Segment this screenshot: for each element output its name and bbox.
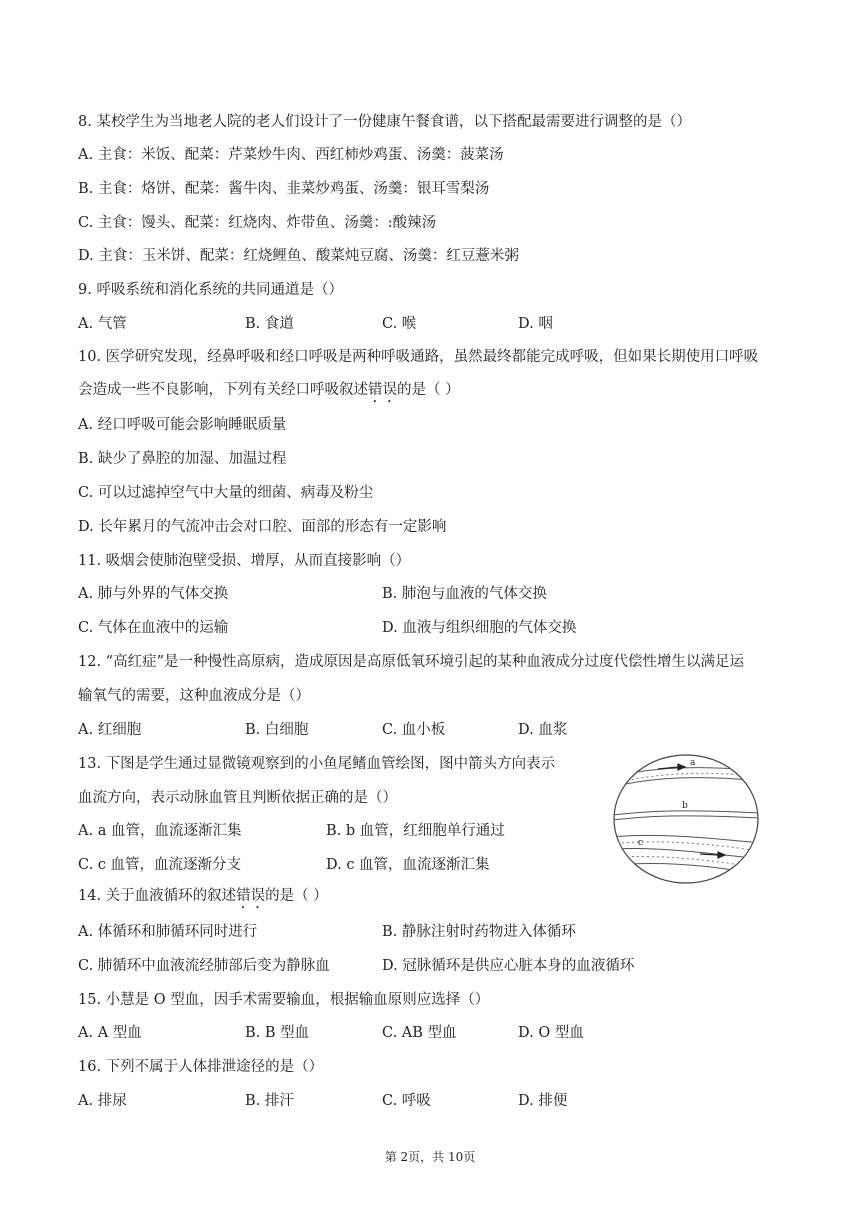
q14-option-b: B. 静脉注射时药物进入体循环: [382, 924, 576, 940]
q11-option-a: A. 肺与外界的气体交换: [78, 586, 229, 602]
q13-option-a: A. a 血管，血流逐渐汇集: [78, 823, 242, 839]
q11-option-d: D. 血液与组织细胞的气体交换: [382, 620, 577, 636]
q15-option-c: C. AB 型血: [382, 1025, 457, 1041]
q8-option-b: B. 主食：烙饼、配菜：酱牛肉、韭菜炒鸡蛋、汤羹：银耳雪梨汤: [78, 181, 490, 197]
q9-option-a: A. 气管: [78, 316, 127, 332]
q16-option-c: C. 呼吸: [382, 1093, 431, 1109]
q12-stem-line2: 输氧气的需要，这种血液成分是（）: [78, 688, 310, 704]
q11-stem: 11. 吸烟会使肺泡壁受损、增厚，从而直接影响（）: [78, 553, 411, 569]
q11-option-b: B. 肺泡与血液的气体交换: [382, 586, 547, 602]
q14-emphasis: 错误: [236, 888, 266, 904]
q13-option-b: B. b 血管，红细胞单行通过: [326, 823, 505, 839]
q15-option-b: B. B 型血: [245, 1025, 310, 1041]
blood-vessel-microscope-figure: [612, 753, 760, 885]
q9-option-b: B. 食道: [245, 316, 294, 332]
q16-option-a: A. 排尿: [78, 1093, 127, 1109]
q9-stem: 9. 呼吸系统和消化系统的共同通道是（）: [78, 282, 343, 298]
q14-option-a: A. 体循环和肺循环同时进行: [78, 924, 258, 940]
q10-stem-line1: 10. 医学研究发现，经鼻呼吸和经口呼吸是两种呼吸通路，虽然最终都能完成呼吸，但如果长期使用口呼吸: [78, 349, 759, 365]
q14-option-c: C. 肺循环中血液流经肺部后变为静脉血: [78, 958, 330, 974]
q8-option-d: D. 主食：玉米饼、配菜：红烧鲤鱼、酸菜炖豆腐、汤羹：红豆薏米粥: [78, 248, 519, 264]
page-number-footer: 第 2页，共 10页: [384, 1150, 476, 1164]
q10-stem-bracket: 的是（ ）: [397, 382, 460, 398]
q9-option-c: C. 喉: [382, 316, 417, 332]
q15-stem: 15. 小慧是 O 型血，因手术需要输血，根据输血原则应选择（）: [78, 992, 490, 1008]
q8-option-a: A. 主食：米饭、配菜：芹菜炒牛肉、西红柿炒鸡蛋、汤羹：菠菜汤: [78, 147, 504, 163]
q10-emphasis: 错误: [368, 382, 397, 398]
q15-option-a: A. A 型血: [78, 1025, 142, 1041]
q10-option-b: B. 缺少了鼻腔的加湿、加温过程: [78, 451, 287, 467]
q12-option-d: D. 血浆: [518, 722, 568, 738]
q12-option-b: B. 白细胞: [245, 722, 309, 738]
q11-option-c: C. 气体在血液中的运输: [78, 620, 229, 636]
q12-option-c: C. 血小板: [382, 722, 446, 738]
vessel-label-b: b: [682, 801, 688, 811]
q13-option-c: C. c 血管，血流逐渐分支: [78, 857, 242, 873]
q16-option-d: D. 排便: [518, 1093, 568, 1109]
q8-option-c: C. 主食：馒头、配菜：红烧肉、炸带鱼、汤羹：:酸辣汤: [78, 215, 437, 231]
q10-stem-text: 会造成一些不良影响，下列有关经口呼吸叙述: [78, 382, 368, 398]
q9-option-d: D. 咽: [518, 316, 553, 332]
q15-option-d: D. O 型血: [518, 1025, 584, 1041]
q16-stem: 16. 下列不属于人体排泄途径的是（）: [78, 1059, 324, 1075]
vessel-label-c: c: [638, 838, 644, 848]
q13-stem-line2: 血流方向，表示动脉血管且判断依据正确的是（）: [78, 790, 397, 806]
q12-option-a: A. 红细胞: [78, 722, 142, 738]
q13-stem-line1: 13. 下图是学生通过显微镜观察到的小鱼尾鳍血管绘图，图中箭头方向表示: [78, 756, 556, 772]
q14-option-d: D. 冠脉循环是供应心脏本身的血液循环: [382, 958, 635, 974]
q10-option-c: C. 可以过滤掉空气中大量的细菌、病毒及粉尘: [78, 485, 374, 501]
q12-stem-line1: 12. “高红症”是一种慢性高原病，造成原因是高原低氧环境引起的某种血液成分过度代偿性增生以满足运: [78, 654, 744, 670]
q13-option-d: D. c 血管，血流逐渐汇集: [326, 857, 490, 873]
q14-stem: [78, 886, 328, 912]
q16-option-b: B. 排汗: [245, 1093, 294, 1109]
q14-stem-text: 14. 关于血液循环的叙述: [78, 888, 237, 904]
q8-stem: 8. 某校学生为当地老人院的老人们设计了一份健康午餐食谱，以下搭配最需要进行调整的是（）: [78, 114, 691, 130]
q10-option-d: D. 长年累月的气流冲击会对口腔、面部的形态有一定影响: [78, 519, 447, 535]
q10-stem-line2: [78, 380, 460, 406]
q14-stem-bracket: 的是（ ）: [265, 888, 328, 904]
q10-option-a: A. 经口呼吸可能会影响睡眠质量: [78, 417, 287, 433]
vessel-label-a: a: [690, 758, 696, 768]
